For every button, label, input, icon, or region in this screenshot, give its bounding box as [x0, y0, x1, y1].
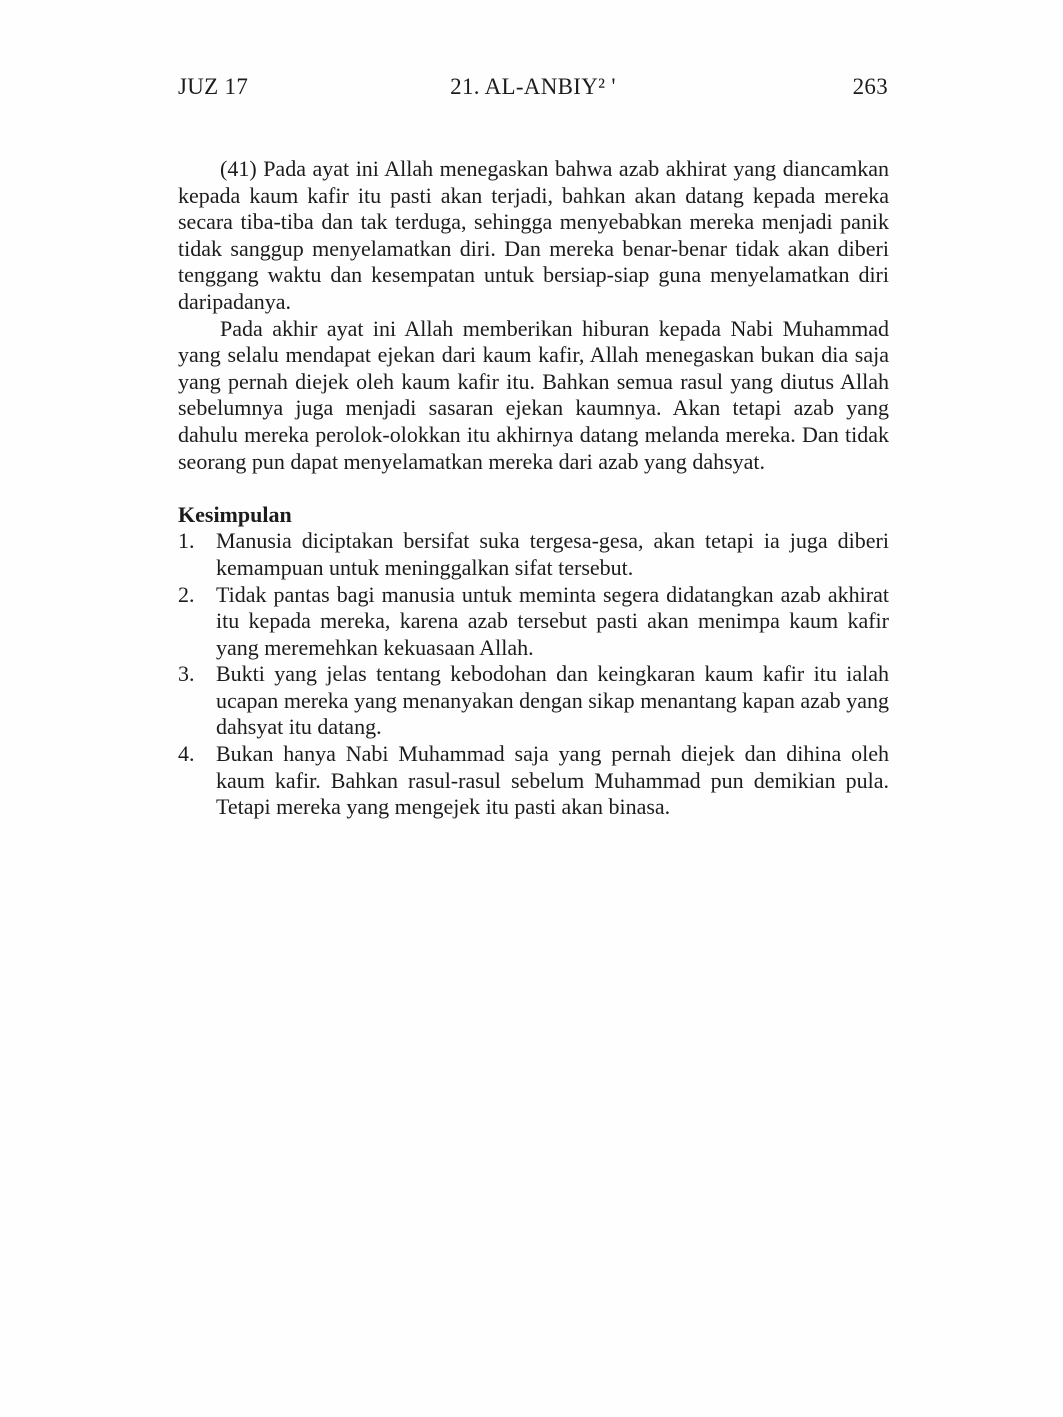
list-item-text: Tidak pantas bagi manusia untuk meminta segera didatangkan azab akhirat itu kepada mereka, karena azab tersebut pasti akan menimpa kaum kafir yang meremehkan kekuasaan Allah.	[216, 581, 889, 660]
page-number: 263	[852, 74, 888, 99]
page-body	[178, 156, 889, 821]
list-item-text: Manusia diciptakan bersifat suka tergesa-gesa, akan tetapi ia juga diberi kemampuan untuk meninggalkan sifat tersebut.	[216, 528, 889, 580]
kesimpulan-heading: Kesimpulan	[178, 501, 292, 527]
kesimpulan-list	[178, 528, 889, 821]
list-item-number: 1.	[178, 528, 195, 554]
list-item	[178, 741, 889, 821]
page-header	[178, 74, 888, 100]
list-item-text: Bukan hanya Nabi Muhammad saja yang pernah diejek dan dihina oleh kaum kafir. Bahkan rasul-rasul sebelum Muhammad pun demikian pula. Tetapi mereka yang mengejek itu pasti akan binasa.	[216, 741, 889, 820]
surah-title: 21. AL-ANBIY² '	[450, 74, 616, 99]
list-item-text: Bukti yang jelas tentang kebodohan dan keingkaran kaum kafir itu ialah ucapan mereka yang menanyakan dengan sikap menantang kapan azab yang dahsyat itu datang.	[216, 661, 889, 740]
paragraph-ayat-41: (41) Pada ayat ini Allah menegaskan bahwa azab akhirat yang diancamkan kepada kaum kafir itu pasti akan terjadi, bahkan akan datang kepada mereka secara tiba-tiba dan tak terduga, sehingga menyebabkan mereka menjadi panik tidak sanggup menyelamatkan diri. Dan mereka benar-benar tidak akan diberi tenggang waktu dan kesempatan untuk bersiap-siap guna menyelamatkan diri daripadanya.	[178, 156, 889, 314]
list-item-number: 4.	[178, 741, 195, 767]
list-item	[178, 528, 889, 581]
juz-label: JUZ 17	[178, 74, 249, 99]
list-item	[178, 661, 889, 741]
list-item	[178, 582, 889, 662]
paragraph-akhir-ayat: Pada akhir ayat ini Allah memberikan hiburan kepada Nabi Muhammad yang selalu mendapat ejekan dari kaum kafir, Allah menegaskan bukan dia saja yang pernah diejek oleh kaum kafir itu. Bahkan semua rasul yang diutus Allah sebelumnya juga menjadi sasaran ejekan kaumnya. Akan tetapi azab yang dahulu mereka perolok-olokkan itu akhirnya datang melanda mereka. Dan tidak seorang pun dapat menyelamatkan mereka dari azab yang dahsyat.	[178, 315, 889, 474]
list-item-number: 2.	[178, 581, 195, 607]
list-item-number: 3.	[178, 661, 195, 687]
